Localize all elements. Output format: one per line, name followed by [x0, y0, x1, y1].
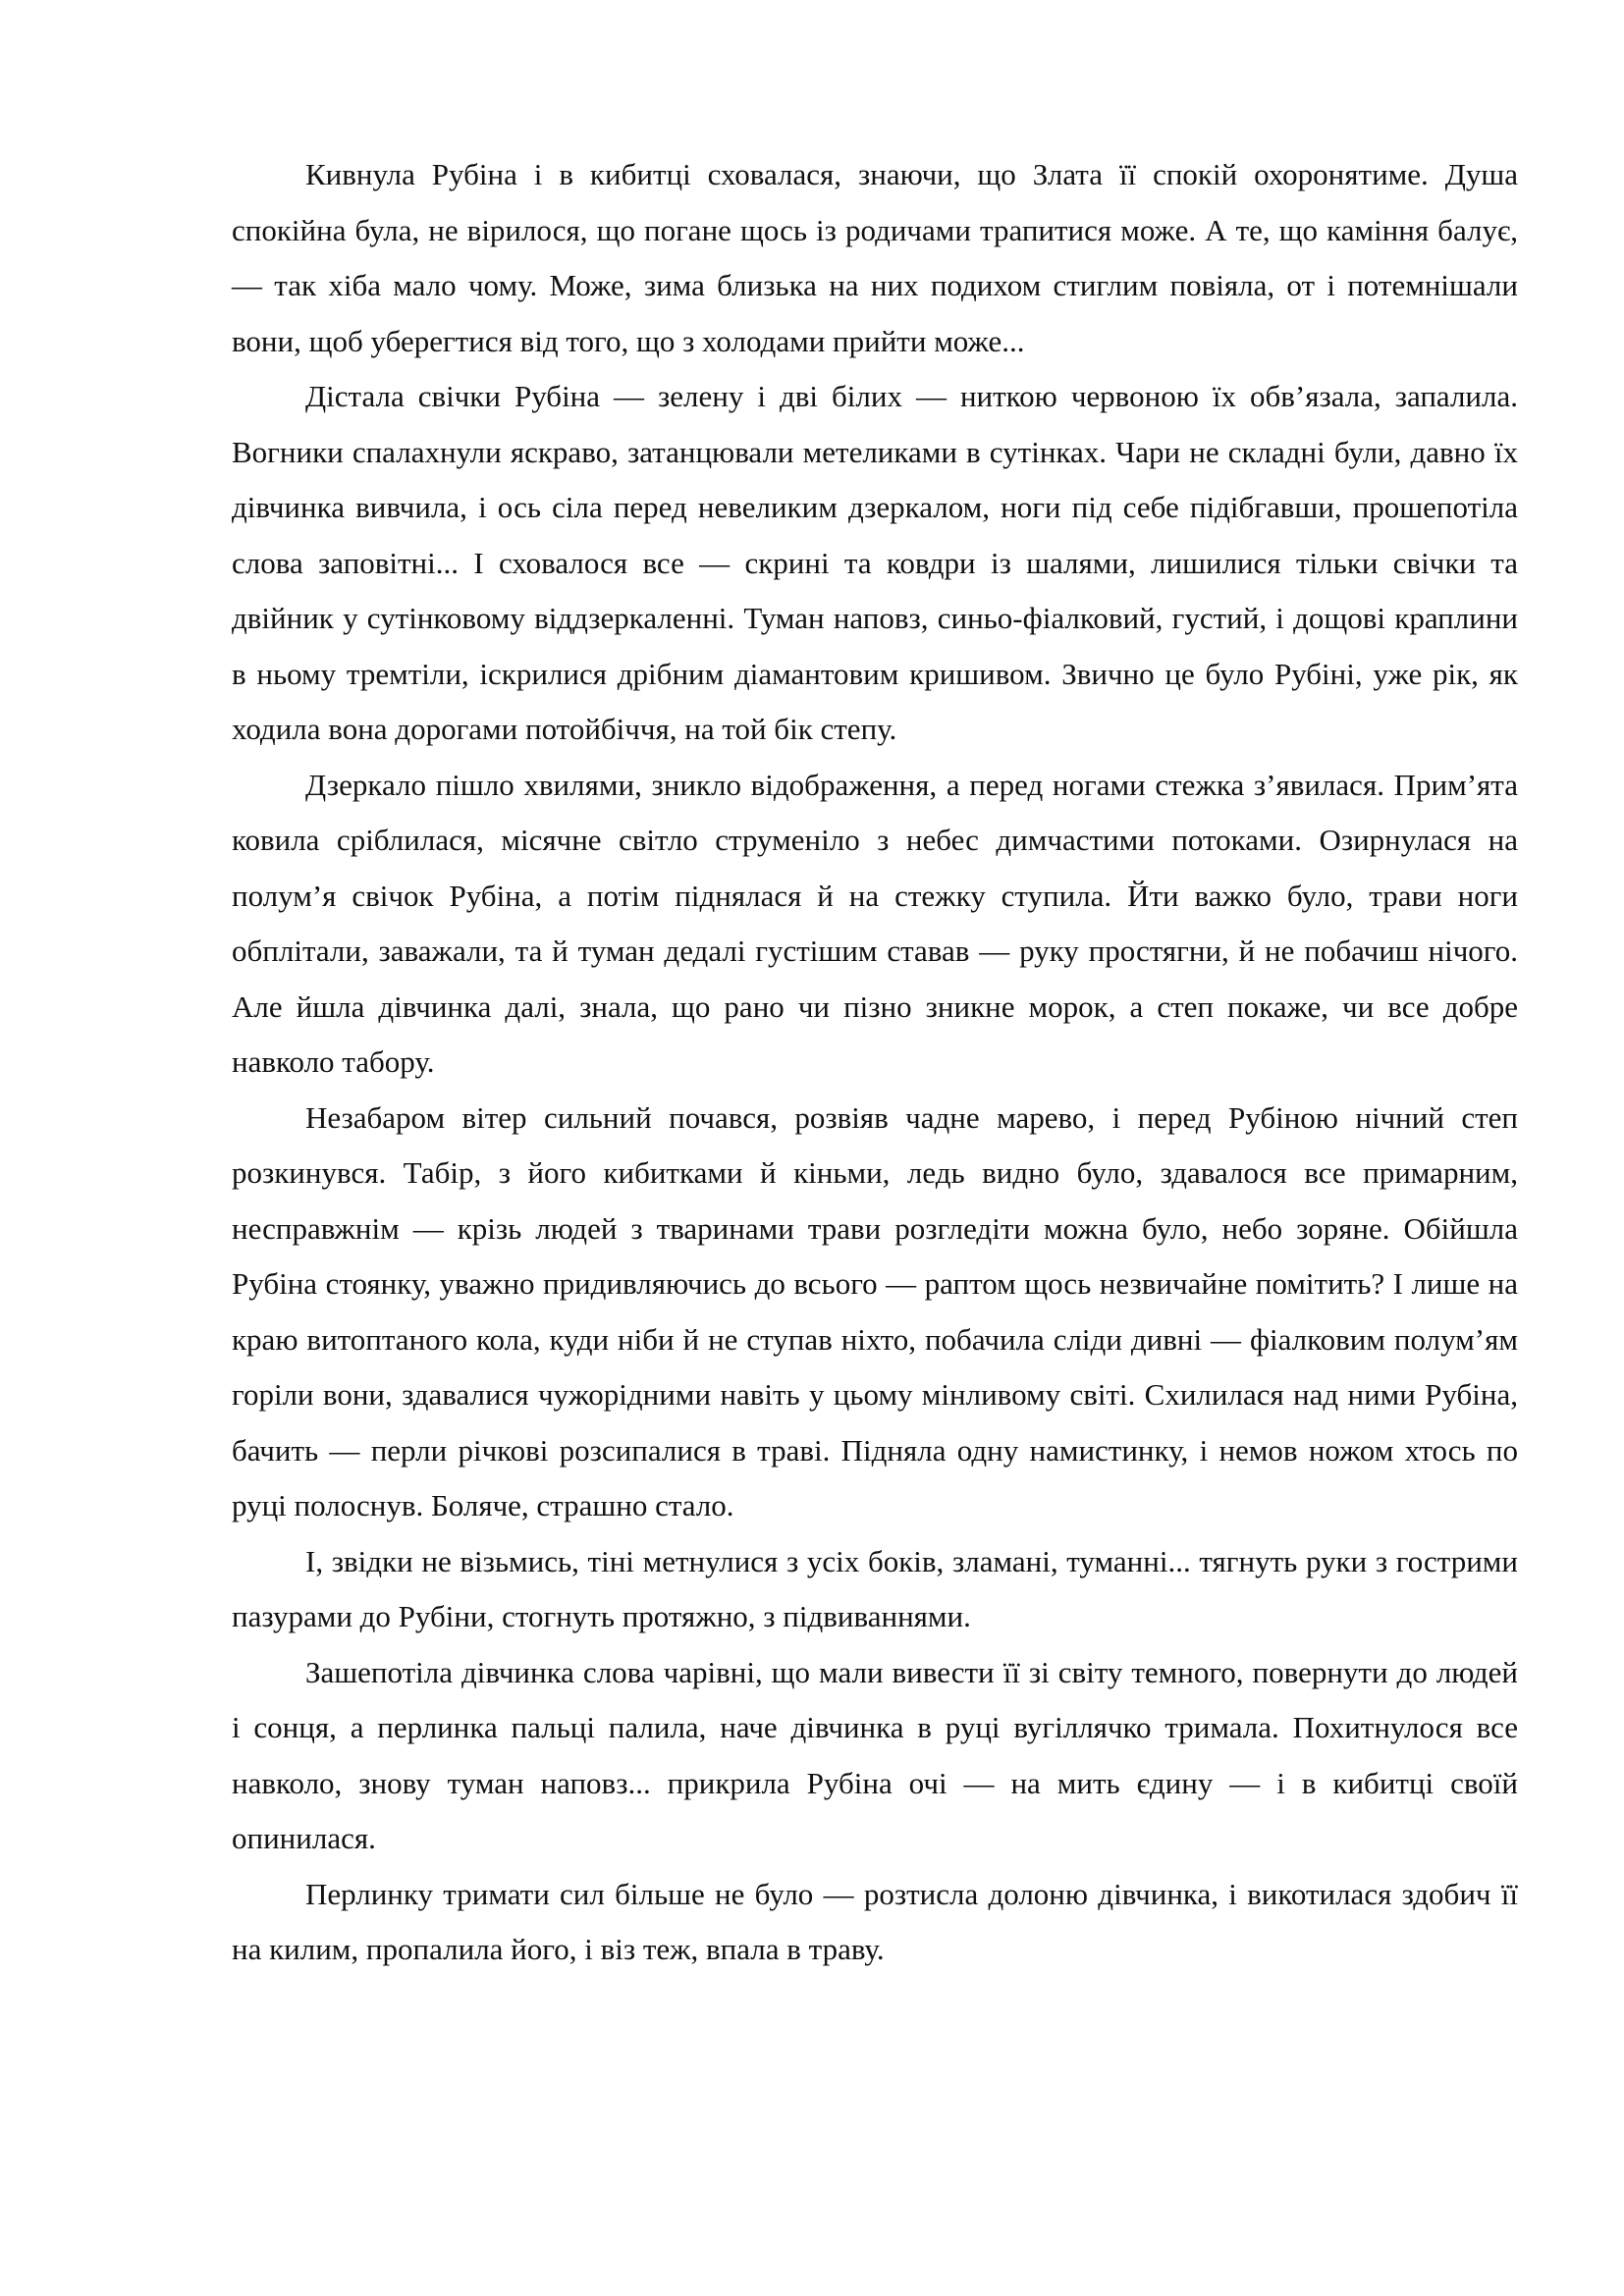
paragraph-6: Зашепотіла дівчинка слова чарівні, що мали вивести її зі світу темного, повернути до людей і сонця, а перлинка пальці палила, наче дівчинка в руці вугіллячко тримала. Похитнулося все навколо, знову туман наповз... прикрила Рубіна очі — на мить єдину — і в кибитці своїй опинилася.	[232, 1654, 1518, 1855]
paragraph-7: Перлинку тримати сил більше не було — розтисла долоню дівчинка, і викотилася здобич її на килим, пропалила його, і віз теж, впала в траву.	[232, 1876, 1518, 1966]
body-text	[232, 147, 1518, 1978]
paragraph-1: Кивнула Рубіна і в кибитці сховалася, знаючи, що Злата її спокій охоронятиме. Душа спокійна була, не вірилося, що погане щось із родичами трапитися може. А те, що каміння балує, — так хіба мало чому. Може, зима близька на них подихом стиглим повіяла, от і потемнішали вони, щоб уберегтися від того, що з холодами прийти може...	[232, 157, 1518, 358]
paragraph-2: Дістала свічки Рубіна — зелену і дві білих — ниткою червоною їх обв’язала, запалила. Вогники спалахнули яскраво, затанцювали метеликами в сутінках. Чари не складні були, давно їх дівчинка вивчила, і ось сіла перед невеликим дзеркалом, ноги під себе підібгавши, прошепотіла слова заповітні... І сховалося все — скрині та ковдри із шалями, лишилися тільки свічки та двійник у сутінковому віддзеркаленні. Туман наповз, синьо-фіалковий, густий, і дощові краплини в ньому тремтіли, іскрилися дрібним діамантовим кришивом. Звично це було Рубіні, уже рік, як ходила вона дорогами потойбіччя, на той бік степу.	[232, 379, 1518, 746]
paragraph-5: І, звідки не візьмись, тіні метнулися з усіх боків, зламані, туманні... тягнуть руки з гострими пазурами до Рубіни, стогнуть протяжно, з підвиваннями.	[232, 1543, 1518, 1633]
paragraph-3: Дзеркало пішло хвилями, зникло відображення, а перед ногами стежка з’явилася. Прим’ята ковила сріблилася, місячне світло струменіло з небес димчастими потоками. Озирнулася на полум’я свічок Рубіна, а потім піднялася й на стежку ступила. Йти важко було, трави ноги обплітали, заважали, та й туман дедалі густішим ставав — руку простягни, й не побачиш нічого. Але йшла дівчинка далі, знала, що рано чи пізно зникне морок, а степ покаже, чи все добре навколо табору.	[232, 767, 1518, 1079]
paragraph-4: Незабаром вітер сильний почався, розвіяв чадне марево, і перед Рубіною нічний степ розкинувся. Табір, з його кибитками й кіньми, ледь видно було, здавалося все примарним, несправжнім — крізь людей з тваринами трави розгледіти можна було, небо зоряне. Обійшла Рубіна стоянку, уважно придивляючись до всього — раптом щось незвичайне помітить? І лише на краю витоптаного кола, куди ніби й не ступав ніхто, побачила сліди дивні — фіалковим полум’ям горіли вони, здавалися чужорідними навіть у цьому мінливому світі. Схилилася над ними Рубіна, бачить — перли річкові розсипалися в траві. Підняла одну намистинку, і немов ножом хтось по руці полоснув. Боляче, страшно стало.	[232, 1099, 1518, 1522]
